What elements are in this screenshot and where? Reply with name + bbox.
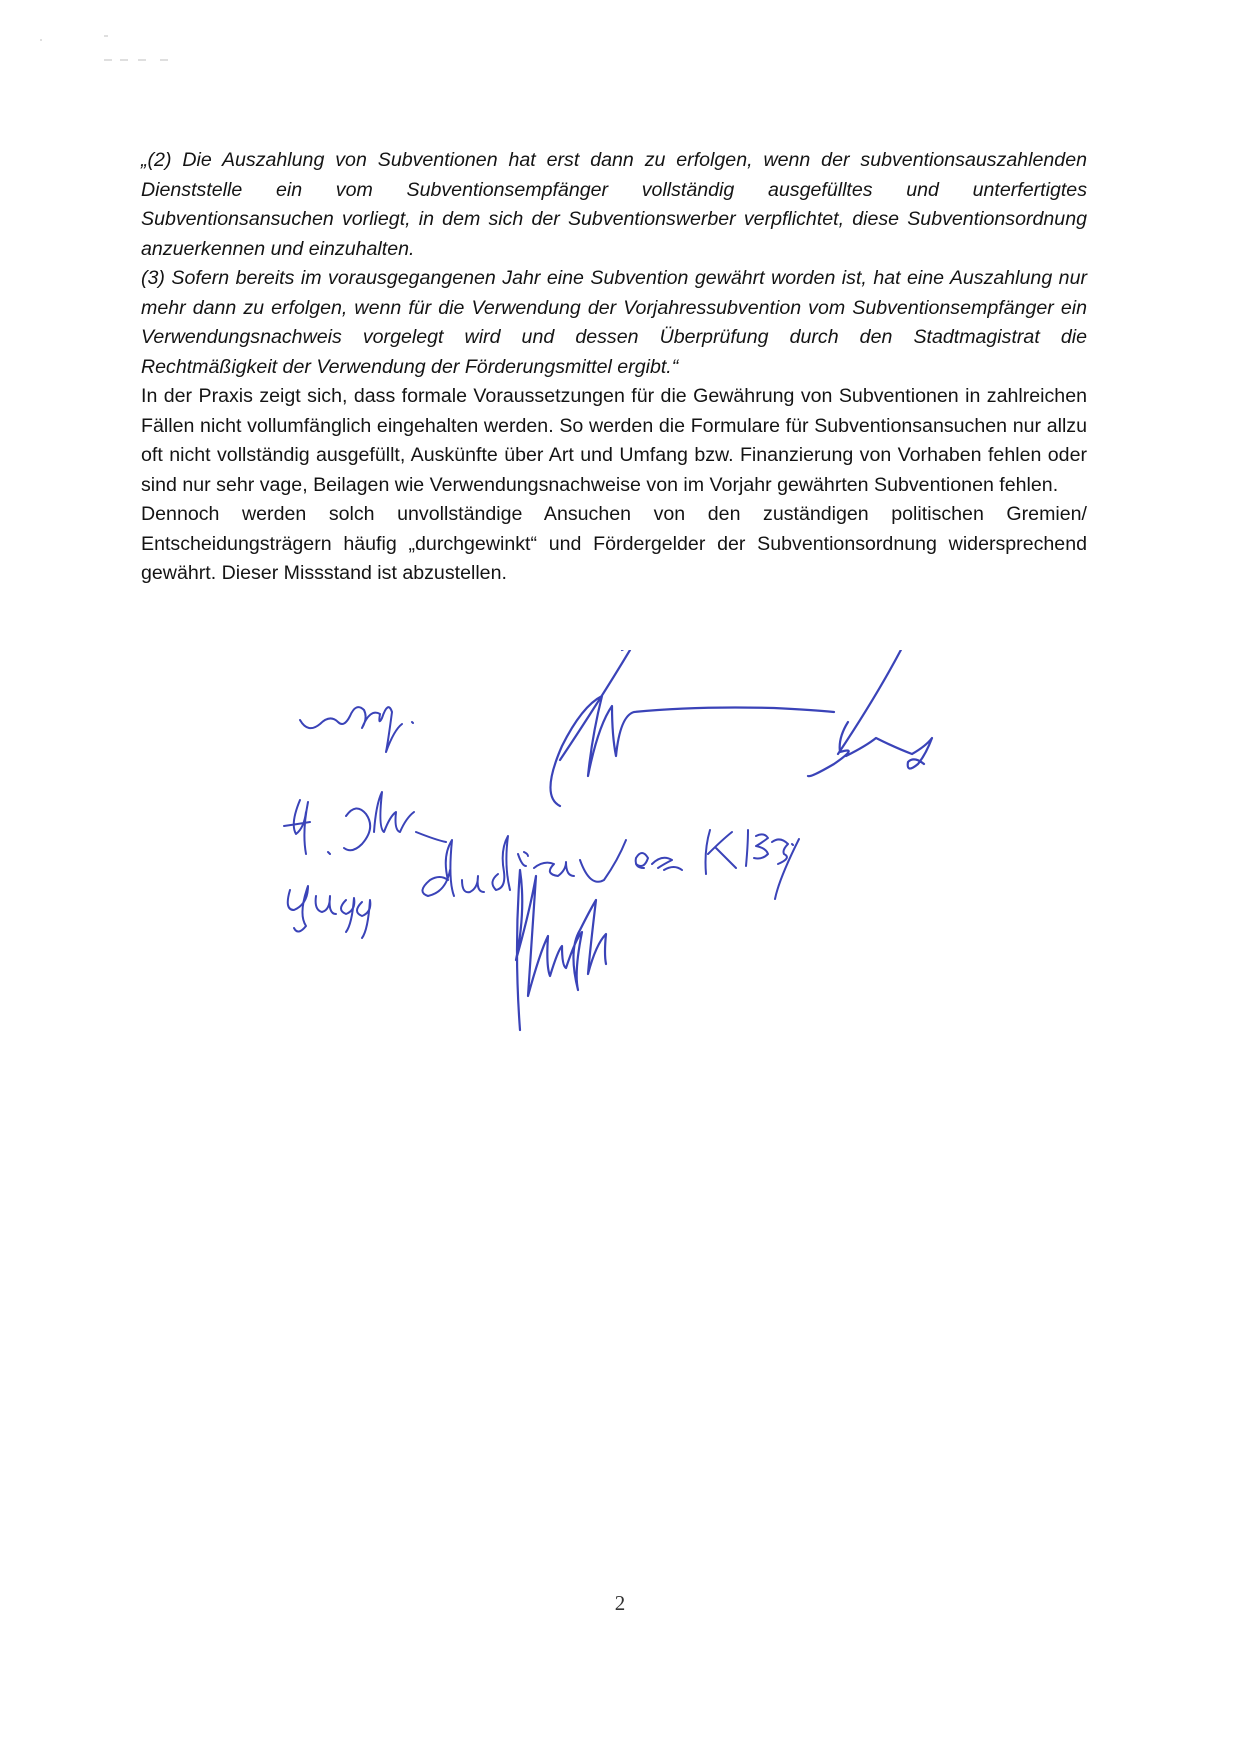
- quote-paragraph-2: „(2) Die Auszahlung von Subventionen hat erst dann zu erfolgen, wenn der subventionsauszahlenden Dienststelle ein vom Subventionsempfänger vollständig ausgefülltes und unterfertigtes Subventionsansuchen vorliegt, in dem sich der Subventionswerber verpflichtet, diese Subventionsordnung anzuerkennen und einzuhalten.: [141, 149, 1087, 260]
- signature-5: [550, 650, 932, 806]
- scan-artifacts: [0, 0, 240, 90]
- document-body: [141, 146, 1087, 589]
- signature-4: [422, 836, 574, 896]
- signature-3: [288, 886, 371, 938]
- signature-7: [706, 830, 800, 899]
- signature-8: [516, 870, 606, 1030]
- handwritten-signatures: [280, 650, 1140, 1170]
- signature-6: [580, 840, 682, 882]
- signature-1: [300, 707, 413, 752]
- quote-paragraph-3: (3) Sofern bereits im vorausgegangenen Jahr eine Subvention gewährt worden ist, hat eine Auszahlung nur mehr dann zu erfolgen, wenn für die Verwendung der Vorjahressubvention vom Subventionsempfänger ein Verwendungsnachweis vorgelegt wird und dessen Überprüfung durch den Stadtmagistrat die Rechtmäßigkeit der Verwendung der Förderungsmittel ergibt.“: [141, 267, 1087, 378]
- signature-2: [284, 792, 446, 854]
- page-number: 2: [614, 1591, 626, 1615]
- body-paragraph-grievance: Dennoch werden solch unvollständige Ansuchen von den zuständigen politischen Gremien/ Entscheidungsträgern häufig „durchgewinkt“ und Fördergelder der Subventionsordnung widersprechend gewährt. Dieser Missstand ist abzustellen.: [141, 503, 1087, 584]
- body-paragraph-practice: In der Praxis zeigt sich, dass formale Voraussetzungen für die Gewährung von Subventionen in zahlreichen Fällen nicht vollumfänglich eingehalten werden. So werden die Formulare für Subventionsansuchen nur allzu oft nicht vollständig ausgefüllt, Auskünfte über Art und Umfang bzw. Finanzierung von Vorhaben fehlen oder sind nur sehr vage, Beilagen wie Verwendungsnachweise von im Vorjahr gewährten Subventionen fehlen.: [141, 385, 1087, 496]
